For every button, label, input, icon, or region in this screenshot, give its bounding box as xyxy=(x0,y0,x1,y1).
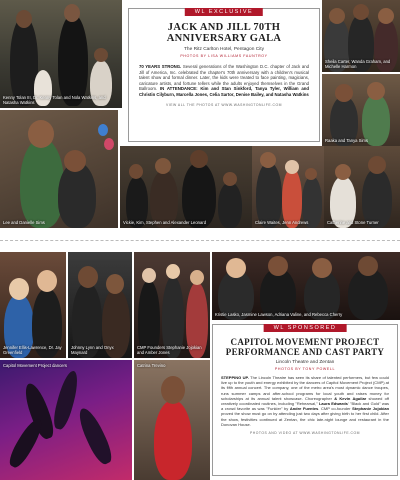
article-venue: Lincoln Theatre and Zentan xyxy=(275,360,335,365)
photo-pair-right xyxy=(322,74,400,146)
view-photos-link[interactable]: PHOTOS AND VIDEO AT WWW.WASHINGTONLIFE.COM xyxy=(250,431,360,436)
photo-right-bottom xyxy=(324,146,400,228)
caption: Claire Waites, Jenn Andrews xyxy=(255,220,309,225)
caption: Catherine and Stone Turner xyxy=(327,220,379,225)
caption: Vickie, Kim, Stephen and Alexander Leonard xyxy=(123,220,207,225)
article-venue: The Ritz Carlton Hotel, Pentagon City xyxy=(184,47,264,52)
person-name: Andre Fuentes xyxy=(289,406,319,412)
photo-group-right xyxy=(252,146,324,228)
article-title xyxy=(129,22,319,44)
article-text: Several generations of the Washington D.C. chapter of Jack and Jill of America, Inc. celebrated the chapter's 70th anniversary with a children's musical talent show and formal dinner. Later, the kids were treated to face painting, magicians, caricature artists, and fortune tellers while the adults enjoyed themselves in the Grand Ballroom. xyxy=(139,64,309,92)
photo-couple-left xyxy=(0,110,118,228)
article-title-line-2: PERFORMANCE AND CAST PARTY xyxy=(225,347,385,357)
bottom-article xyxy=(212,324,398,476)
article-lead: STEPPING UP. xyxy=(221,375,249,380)
caption: Catrina Trevino xyxy=(137,363,166,368)
section-divider xyxy=(0,240,400,242)
sponsored-badge: WL SPONSORED xyxy=(264,324,347,332)
caption: Kenny Tolan III, Dr. Kenny Tolan and Nola Watkins, and Natasha Watkins xyxy=(3,95,106,105)
article-title-line-1: CAPITOL MOVEMENT PROJECT xyxy=(230,337,380,347)
photo-top-left xyxy=(0,0,122,108)
caption: Raaka and Tanya Sims xyxy=(325,138,368,143)
person-name: & Kevin Aguilar xyxy=(334,395,367,401)
photo-red-dress xyxy=(134,360,210,480)
attendee-list: Kim and Stan Sinkford, Tanya Tyler, William and Christin Cilyburn, Marcella Jones, Celia Sartor, Denise Bailey, and Natasha Watkins xyxy=(139,86,310,97)
photo-family xyxy=(120,146,252,228)
article-text: ' "Black and Gold" was a crowd favorite as was "Funkier" by xyxy=(221,401,389,412)
photo-cast-ladies xyxy=(212,252,400,320)
view-photos-link[interactable]: VIEW ALL THE PHOTOS AT WWW.WASHINGTONLIFE.COM xyxy=(166,102,282,107)
article-body xyxy=(139,64,309,98)
exclusive-badge: WL EXCLUSIVE xyxy=(185,8,263,16)
caption: Capitol Movement Project dancers xyxy=(3,363,68,368)
photo-top-right xyxy=(322,0,400,72)
person-name: Laura Edwards xyxy=(318,401,348,407)
article-title xyxy=(213,337,397,357)
article-text: proved the show must go on by attending just two days after giving birth to her first child. After the show, festivities continued at Zentan, the chic late-night lounge and restaurant in the Donovan House. xyxy=(221,411,389,427)
article-lead: 70 YEARS STRONG. xyxy=(139,64,182,69)
article-text: . CMP co-founder xyxy=(318,406,353,412)
caption: Lee and Danielle Sims xyxy=(3,220,45,225)
photo-cmp-founders xyxy=(134,252,210,358)
person-name: Stephanie Jojokian xyxy=(352,406,390,412)
caption: CMP Founders Stephanie Jojokian and Amber Jones xyxy=(137,345,202,355)
article-body xyxy=(221,375,389,427)
photo-trio-bottom xyxy=(68,252,132,358)
photo-dancers xyxy=(0,360,132,480)
article-title-line-1: JACK AND JILL 70TH xyxy=(167,22,281,33)
caption: Kristie Lasko, Jasmine Lawson, Adriana Valine, and Rebecca Cherry xyxy=(215,312,343,317)
photo-credit: PHOTOS BY LISA WILLIAMS FAUNTROY xyxy=(180,54,268,58)
photo-credit: PHOTOS BY TONY POWELL xyxy=(274,367,336,371)
attendance-label: IN ATTENDANCE: xyxy=(159,86,198,92)
article-text: showed off creatively coordinated routines, including "Rehearsal," xyxy=(221,395,390,407)
top-article xyxy=(128,8,320,142)
caption: Sheila Carter, Wanda Graham, and Michelle Harmon xyxy=(325,59,391,69)
caption: Johnny Lynn and Onyx Maynard xyxy=(71,345,114,355)
photo-duo-bottom xyxy=(0,252,66,358)
caption: Jennifer Ellis-Lawrence, Dr. Jay Greenfield xyxy=(3,345,62,355)
article-text: The Lincoln Theatre has seen its share of talented performers, but few could live up to the youth and energy exhibited by the dancers of Capitol Movement Project (CMP) at its fifth annual concert. The company, one of the metro area's most dynamic dance troupes, runs summer camps and after-school programs for local youth and raises money for scholarships at its annual talent showcase. Choreographer xyxy=(221,375,389,401)
article-title-line-2: ANNIVERSARY GALA xyxy=(166,33,282,44)
